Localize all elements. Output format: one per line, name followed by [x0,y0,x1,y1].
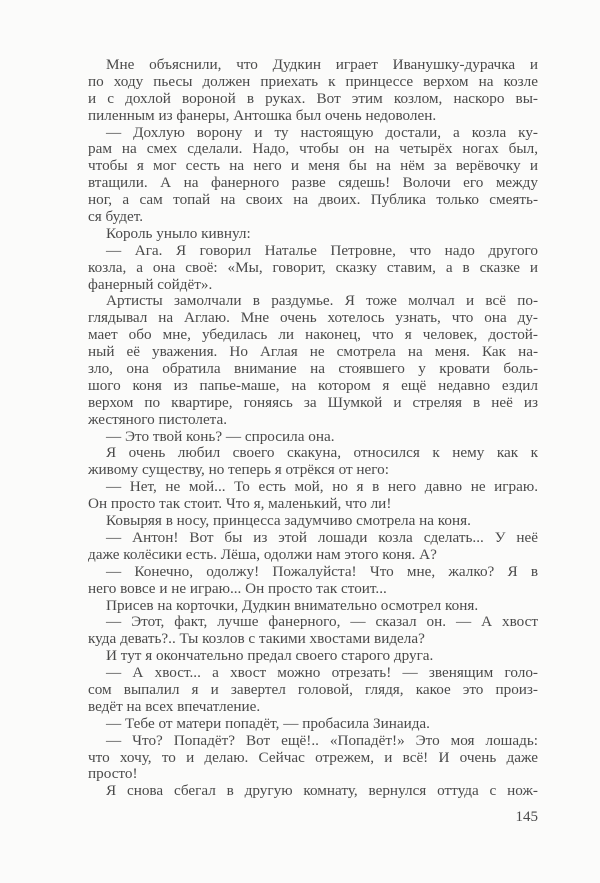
text-line: — Нет, не мой... То есть мой, но я в него давно не играю. [106,478,538,496]
text-line: что хочу, то и делаю. Сейчас отрежем, и всё! И очень даже [88,748,538,766]
paragraph [88,479,538,513]
text-line: — Это твой конь? — спросила она. [106,427,335,445]
paragraph [88,614,538,648]
text-line: и с дохлой вороной в руках. Вот этим козлом, наскоро вы- [88,89,538,107]
paragraph [88,733,538,784]
paragraph [88,665,538,716]
text-line: Я очень любил своего скакуна, относился к нему как к [106,444,538,462]
paragraph [88,564,538,598]
text-line: ног, а сам топай на своих на двоих. Публика только смеять- [88,191,538,209]
text-line: шого коня из папье-маше, на котором я ещё недавно ездил [88,376,538,394]
paragraph [88,783,538,800]
text-line: козла, а она своё: «Мы, говорит, сказку ставим, а в сказке и [88,258,538,276]
text-line: — Антон! Вот бы из этой лошади козла сделать... У неё [106,528,538,546]
text-line: пиленным из фанеры, Антошка был очень недоволен. [88,106,437,124]
text-line: рам на смех сделали. Надо, чтобы он на четырёх ногах был, [88,140,538,158]
text-line: мает обо мне, убедилась ли наконец, что я человек, достой- [88,326,538,344]
text-line: ся будет. [88,208,144,226]
paragraph [88,57,538,125]
text-line: — Что? Попадёт? Вот ещё!.. «Попадёт!» Это моя лошадь: [106,731,538,749]
text-line: — Дохлую ворону и ту настоящую достали, а козла ку- [106,123,538,141]
paragraph [88,243,538,294]
text-line: И тут я окончательно предал своего старого друга. [106,647,434,665]
book-page-text [88,57,538,800]
text-line: — Конечно, одолжу! Пожалуйста! Что мне, жалко? Я в [106,562,538,580]
page-number: 145 [515,809,538,825]
text-line: живому существу, но теперь я отрёкся от него: [88,461,389,479]
text-line: верхом по квартире, гоняясь за Шумкой и стреляя в неё из [88,393,538,411]
text-line: фанерный сойдёт». [88,275,213,293]
text-line: Артисты замолчали в раздумье. Я тоже молчал и всё по- [106,292,538,310]
text-line: него вовсе и не играю... Он просто так стоит... [88,579,387,597]
paragraph [88,648,538,665]
text-line: даже колёсики есть. Лёша, одолжи нам этого коня. А? [88,545,437,563]
text-line: — Тебе от матери попадёт, — пробасила Зинаида. [106,714,430,732]
text-line: Король уныло кивнул: [106,224,251,242]
text-line: зло, она обратила внимание на стоявшего у кровати боль- [88,360,538,378]
text-line: Присев на корточки, Дудкин внимательно осмотрел коня. [106,596,479,614]
text-line: по ходу пьесы должен приехать к принцессе верхом на козле [88,72,538,90]
text-line: Мне объяснили, что Дудкин играет Иванушку-дурачка и [106,56,538,73]
text-line: — А хвост... а хвост можно отрезать! — звенящим голо- [106,664,538,682]
text-line: Ковыряя в носу, принцесса задумчиво смотрела на коня. [106,512,471,530]
paragraph [88,445,538,479]
text-line: втащили. А на фанерного разве сядешь! Волочи его между [88,174,538,192]
text-line: Я снова сбегал в другую комнату, вернулся оттуда с нож- [106,782,538,800]
text-line: — Этот, факт, лучше фанерного, — сказал он. — А хвост [106,613,538,631]
text-line: ный её уважения. Но Аглая не смотрела на меня. Как на- [88,343,538,361]
text-line: чтобы я мог сесть на него и меня бы на нём за верёвочку и [88,157,538,175]
text-line: сом выпалил я и завертел головой, глядя, какое это произ- [88,680,538,698]
paragraph [88,513,538,530]
text-line: ведёт на всех впечатление. [88,697,261,715]
paragraph [88,598,538,615]
text-line: — Ага. Я говорил Наталье Петровне, что надо другого [106,241,538,259]
paragraph [88,226,538,243]
paragraph [88,125,538,226]
paragraph [88,716,538,733]
paragraph [88,293,538,428]
text-line: глядывал на Аглаю. Мне очень хотелось узнать, что она ду- [88,309,538,327]
text-line: жестяного пистолета. [88,410,228,428]
paragraph [88,530,538,564]
text-line: просто! [88,765,138,783]
text-line: куда девать?.. Ты козлов с такими хвостами видела? [88,630,425,648]
paragraph [88,429,538,446]
text-line: Он просто так стоит. Что я, маленький, что ли! [88,495,392,513]
